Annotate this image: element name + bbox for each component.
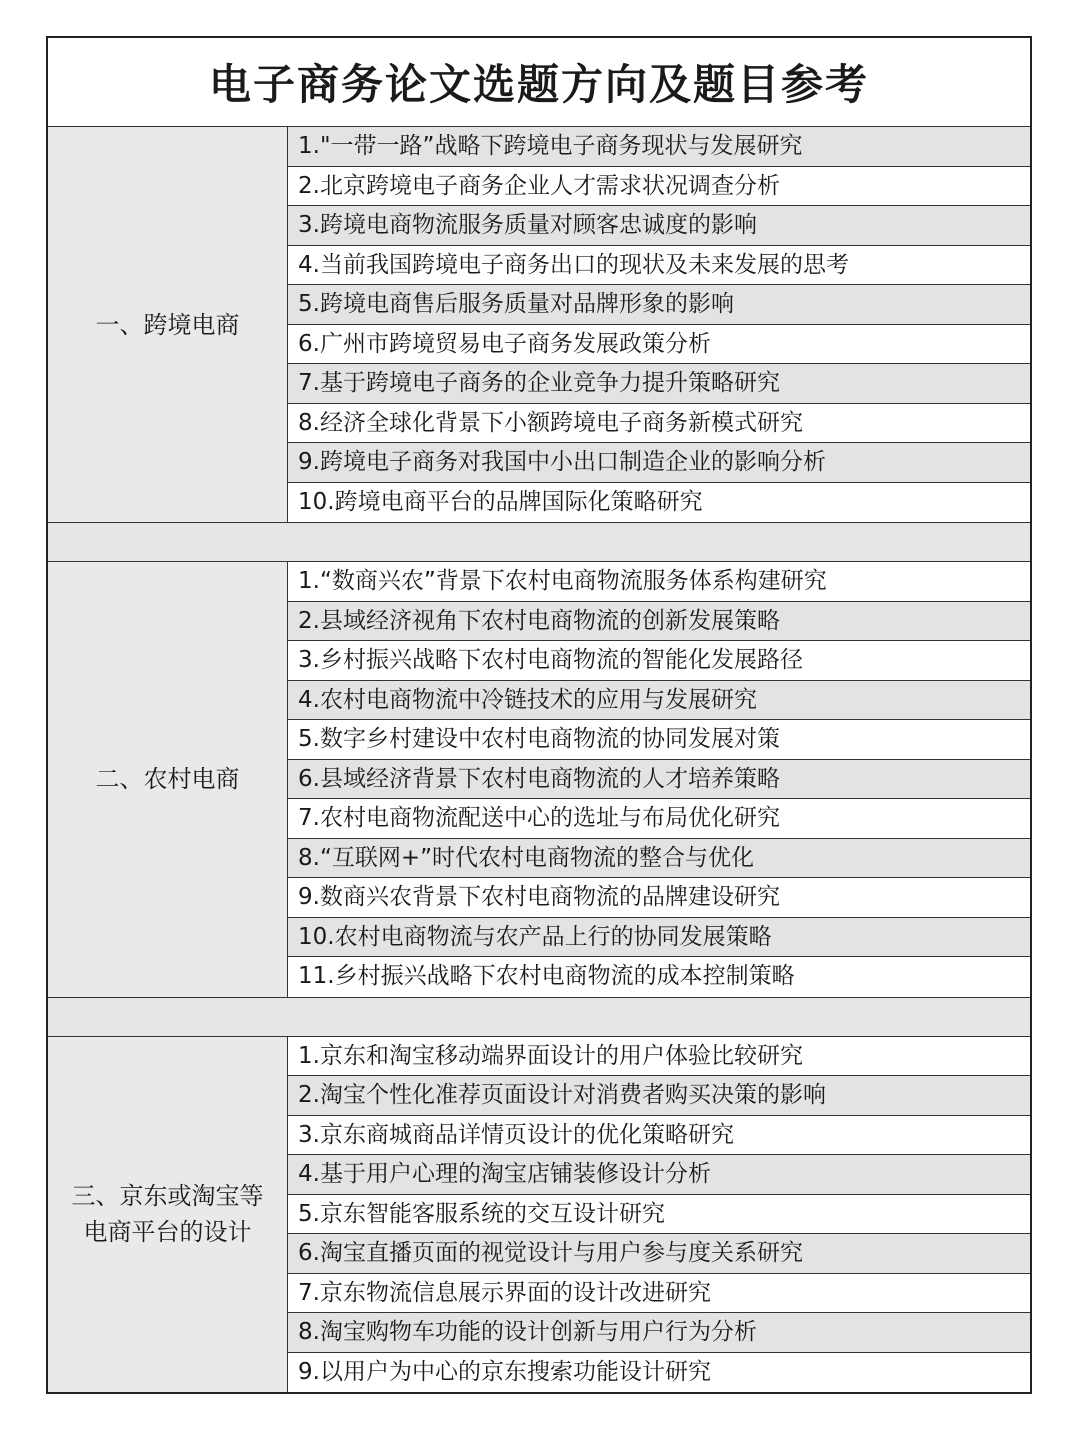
topic-item: 2.淘宝个性化准荐页面设计对消费者购买决策的影响 [288, 1076, 1030, 1116]
topic-item: 4.当前我国跨境电子商务出口的现状及未来发展的思考 [288, 246, 1030, 286]
category-label: 三、京东或淘宝等 [71, 1182, 264, 1211]
topic-item: 10.跨境电商平台的品牌国际化策略研究 [298, 488, 703, 515]
topic-item: 8.淘宝购物车功能的设计创新与用户行为分析 [288, 1313, 1030, 1353]
topic-item: 2.县域经济视角下农村电商物流的创新发展策略 [288, 602, 1030, 642]
topic-list [288, 562, 1030, 997]
topic-item: 8.经济全球化背景下小额跨境电子商务新模式研究 [288, 404, 1030, 444]
topic-item: 4.基于用户心理的淘宝店铺装修设计分析 [288, 1155, 1030, 1195]
topic-item: 1.京东和淘宝移动端界面设计的用户体验比较研究 [288, 1037, 1030, 1077]
topic-item: 4.农村电商物流中冷链技术的应用与发展研究 [288, 681, 1030, 721]
category-cell [48, 562, 288, 997]
category-cell [48, 127, 288, 522]
topic-item: 5.数字乡村建设中农村电商物流的协同发展对策 [288, 720, 1030, 760]
topic-item: 7.农村电商物流配送中心的选址与布局优化研究 [288, 799, 1030, 839]
page-title: 电子商务论文选题方向及题目参考 [48, 38, 1030, 127]
topic-item: 9.以用户为中心的京东搜索功能设计研究 [298, 1358, 711, 1385]
topic-item: 1.“数商兴农”背景下农村电商物流服务体系构建研究 [288, 562, 1030, 602]
topic-item: 10.农村电商物流与农产品上行的协同发展策略 [288, 918, 1030, 958]
category-label: 电商平台的设计 [83, 1218, 252, 1247]
topic-item: 3.京东商城商品详情页设计的优化策略研究 [288, 1116, 1030, 1156]
topic-item: 3.跨境电商物流服务质量对顾客忠诚度的影响 [288, 206, 1030, 246]
topic-item: 3.乡村振兴战略下农村电商物流的智能化发展路径 [288, 641, 1030, 681]
topic-table [46, 36, 1032, 1394]
category-cell [48, 1037, 288, 1393]
topic-item: 5.京东智能客服系统的交互设计研究 [288, 1195, 1030, 1235]
topic-list [288, 127, 1030, 522]
topic-item: 1."一带一路”战略下跨境电子商务现状与发展研究 [288, 127, 1030, 167]
section-divider [48, 998, 1030, 1037]
section-platform-design [48, 1037, 1030, 1393]
topic-item: 6.淘宝直播页面的视觉设计与用户参与度关系研究 [288, 1234, 1030, 1274]
section-divider [48, 523, 1030, 562]
topic-item: 7.京东物流信息展示界面的设计改进研究 [288, 1274, 1030, 1314]
topic-item: 9.数商兴农背景下农村电商物流的品牌建设研究 [288, 878, 1030, 918]
category-label: 二、农村电商 [95, 765, 240, 794]
section-cross-border [48, 127, 1030, 523]
topic-item: 6.广州市跨境贸易电子商务发展政策分析 [288, 325, 1030, 365]
topic-item: 5.跨境电商售后服务质量对品牌形象的影响 [288, 285, 1030, 325]
category-label: 一、跨境电商 [95, 310, 240, 339]
topic-item: 11.乡村振兴战略下农村电商物流的成本控制策略 [298, 963, 795, 989]
topic-item: 8.“互联网+”时代农村电商物流的整合与优化 [288, 839, 1030, 879]
topic-item: 7.基于跨境电子商务的企业竞争力提升策略研究 [288, 364, 1030, 404]
topic-list [288, 1037, 1030, 1393]
topic-item: 2.北京跨境电子商务企业人才需求状况调查分析 [288, 167, 1030, 207]
topic-item: 6.县域经济背景下农村电商物流的人才培养策略 [288, 760, 1030, 800]
topic-item: 9.跨境电子商务对我国中小出口制造企业的影响分析 [288, 443, 1030, 483]
section-rural [48, 562, 1030, 998]
